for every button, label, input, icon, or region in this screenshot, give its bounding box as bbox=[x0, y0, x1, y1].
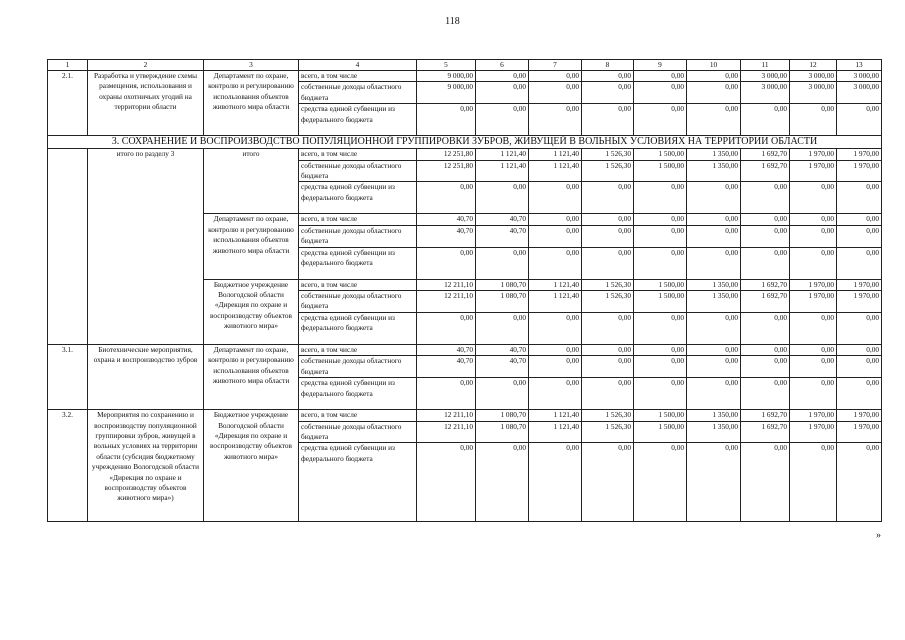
value-cell: 12 211,10 bbox=[417, 421, 476, 443]
funding-source: собственные доходы областного бюджета bbox=[299, 160, 417, 182]
value-cell: 1 121,40 bbox=[476, 160, 529, 182]
value-cell: 0,00 bbox=[582, 247, 634, 279]
table-row bbox=[48, 410, 882, 421]
value-cell: 1 526,30 bbox=[582, 421, 634, 443]
value-cell: 0,00 bbox=[529, 225, 582, 247]
value-cell: 0,00 bbox=[417, 378, 476, 410]
value-cell: 0,00 bbox=[790, 104, 837, 136]
value-cell: 12 211,10 bbox=[417, 291, 476, 313]
value-cell: 0,00 bbox=[634, 378, 687, 410]
funding-table bbox=[47, 59, 882, 522]
value-cell: 12 211,10 bbox=[417, 279, 476, 290]
value-cell: 1 970,00 bbox=[837, 291, 882, 313]
value-cell: 9 000,00 bbox=[417, 82, 476, 104]
value-cell: 1 121,40 bbox=[529, 291, 582, 313]
value-cell: 0,00 bbox=[582, 312, 634, 344]
value-cell: 0,00 bbox=[687, 225, 741, 247]
executor: Бюджетное учреждение Вологодской области «Дирекция по охране и воспроизводству объектов животного мира» bbox=[204, 410, 299, 522]
col-header-6: 6 bbox=[476, 60, 529, 71]
value-cell: 0,00 bbox=[687, 356, 741, 378]
executor: Департамент по охране, контролю и регулированию использования объектов животного мира области bbox=[204, 214, 299, 279]
value-cell: 1 121,40 bbox=[529, 279, 582, 290]
value-cell: 0,00 bbox=[417, 247, 476, 279]
value-cell: 0,00 bbox=[417, 312, 476, 344]
value-cell: 1 970,00 bbox=[790, 160, 837, 182]
value-cell: 0,00 bbox=[417, 104, 476, 136]
value-cell: 1 970,00 bbox=[790, 410, 837, 421]
value-cell: 0,00 bbox=[582, 443, 634, 522]
value-cell: 0,00 bbox=[417, 182, 476, 214]
value-cell: 0,00 bbox=[529, 182, 582, 214]
value-cell: 40,70 bbox=[476, 356, 529, 378]
funding-source: собственные доходы областного бюджета bbox=[299, 421, 417, 443]
executor: Департамент по охране, контролю и регулированию использования объектов животного мира области bbox=[204, 344, 299, 409]
funding-source: средства единой субвенции из федерального бюджета bbox=[299, 378, 417, 410]
value-cell: 0,00 bbox=[741, 225, 790, 247]
value-cell: 0,00 bbox=[417, 443, 476, 522]
value-cell: 1 121,40 bbox=[476, 149, 529, 160]
value-cell: 0,00 bbox=[790, 182, 837, 214]
value-cell: 0,00 bbox=[837, 247, 882, 279]
value-cell: 0,00 bbox=[634, 344, 687, 355]
value-cell: 40,70 bbox=[476, 214, 529, 225]
funding-source: всего, в том числе bbox=[299, 71, 417, 82]
value-cell: 0,00 bbox=[837, 104, 882, 136]
value-cell: 1 350,00 bbox=[687, 410, 741, 421]
value-cell: 1 121,40 bbox=[529, 410, 582, 421]
value-cell: 1 500,00 bbox=[634, 291, 687, 313]
value-cell: 0,00 bbox=[837, 378, 882, 410]
funding-source: всего, в том числе bbox=[299, 214, 417, 225]
value-cell: 0,00 bbox=[634, 443, 687, 522]
value-cell: 0,00 bbox=[634, 71, 687, 82]
value-cell: 0,00 bbox=[529, 356, 582, 378]
col-header-8: 8 bbox=[582, 60, 634, 71]
funding-source: средства единой субвенции из федерального бюджета bbox=[299, 443, 417, 522]
value-cell: 0,00 bbox=[741, 443, 790, 522]
value-cell: 1 970,00 bbox=[790, 421, 837, 443]
col-header-3: 3 bbox=[204, 60, 299, 71]
value-cell: 3 000,00 bbox=[790, 82, 837, 104]
table-row bbox=[48, 344, 882, 355]
value-cell: 0,00 bbox=[687, 312, 741, 344]
value-cell: 1 121,40 bbox=[529, 160, 582, 182]
value-cell: 0,00 bbox=[790, 344, 837, 355]
value-cell: 40,70 bbox=[417, 225, 476, 247]
value-cell: 1 970,00 bbox=[790, 291, 837, 313]
value-cell: 0,00 bbox=[837, 443, 882, 522]
value-cell: 1 500,00 bbox=[634, 149, 687, 160]
value-cell: 1 350,00 bbox=[687, 291, 741, 313]
value-cell: 1 692,70 bbox=[741, 410, 790, 421]
value-cell: 0,00 bbox=[687, 71, 741, 82]
value-cell: 12 251,80 bbox=[417, 160, 476, 182]
value-cell: 0,00 bbox=[741, 247, 790, 279]
value-cell: 0,00 bbox=[741, 182, 790, 214]
value-cell: 1 121,40 bbox=[529, 149, 582, 160]
value-cell: 0,00 bbox=[687, 443, 741, 522]
value-cell: 1 350,00 bbox=[687, 149, 741, 160]
col-header-13: 13 bbox=[837, 60, 882, 71]
row-number: 3.1. bbox=[48, 344, 88, 409]
value-cell: 1 350,00 bbox=[687, 279, 741, 290]
value-cell: 1 500,00 bbox=[634, 279, 687, 290]
value-cell: 0,00 bbox=[634, 182, 687, 214]
value-cell: 1 526,30 bbox=[582, 149, 634, 160]
col-header-10: 10 bbox=[687, 60, 741, 71]
value-cell: 0,00 bbox=[476, 104, 529, 136]
value-cell: 0,00 bbox=[582, 356, 634, 378]
value-cell: 0,00 bbox=[687, 378, 741, 410]
value-cell: 1 500,00 bbox=[634, 421, 687, 443]
value-cell: 1 526,30 bbox=[582, 279, 634, 290]
measure-name: Биотехнические мероприятия, охрана и воспроизводство зубров bbox=[88, 344, 204, 409]
value-cell: 0,00 bbox=[476, 443, 529, 522]
executor: Департамент по охране, контролю и регулированию использования объектов животного мира области bbox=[204, 71, 299, 136]
value-cell: 1 080,70 bbox=[476, 279, 529, 290]
funding-source: всего, в том числе bbox=[299, 410, 417, 421]
col-header-12: 12 bbox=[790, 60, 837, 71]
value-cell: 0,00 bbox=[634, 225, 687, 247]
value-cell: 0,00 bbox=[837, 225, 882, 247]
measure-name: Мероприятия по сохранению и воспроизводству популяционной группировки зубров, живущей в вольных условиях на территории области (субсидия бюджетному учреждению Вологодской области «Дирекция по охране и воспроизводству объектов животного мира») bbox=[88, 410, 204, 522]
row-number: 3.2. bbox=[48, 410, 88, 522]
value-cell: 0,00 bbox=[476, 82, 529, 104]
funding-source: всего, в том числе bbox=[299, 279, 417, 290]
value-cell: 0,00 bbox=[529, 378, 582, 410]
value-cell: 0,00 bbox=[687, 214, 741, 225]
value-cell: 1 970,00 bbox=[837, 410, 882, 421]
col-header-11: 11 bbox=[741, 60, 790, 71]
value-cell: 0,00 bbox=[582, 104, 634, 136]
col-header-9: 9 bbox=[634, 60, 687, 71]
value-cell: 1 692,70 bbox=[741, 421, 790, 443]
value-cell: 0,00 bbox=[790, 214, 837, 225]
row-number: 2.1. bbox=[48, 71, 88, 136]
funding-source: средства единой субвенции из федерального бюджета bbox=[299, 312, 417, 344]
value-cell: 1 970,00 bbox=[837, 279, 882, 290]
value-cell: 1 970,00 bbox=[837, 160, 882, 182]
section-row bbox=[48, 136, 882, 149]
measure-name: Разработка и утверждение схемы размещения, использования и охраны охотничьих угодий на территории области bbox=[88, 71, 204, 136]
funding-source: всего, в том числе bbox=[299, 149, 417, 160]
value-cell: 0,00 bbox=[582, 182, 634, 214]
funding-source: всего, в том числе bbox=[299, 344, 417, 355]
value-cell: 0,00 bbox=[634, 356, 687, 378]
value-cell: 0,00 bbox=[529, 71, 582, 82]
value-cell: 1 526,30 bbox=[582, 410, 634, 421]
continuation-mark: » bbox=[876, 530, 881, 541]
col-header-2: 2 bbox=[88, 60, 204, 71]
value-cell: 0,00 bbox=[687, 247, 741, 279]
value-cell: 0,00 bbox=[582, 71, 634, 82]
value-cell: 0,00 bbox=[790, 378, 837, 410]
value-cell: 0,00 bbox=[790, 247, 837, 279]
value-cell: 1 970,00 bbox=[837, 149, 882, 160]
table-body bbox=[48, 60, 882, 522]
value-cell: 40,70 bbox=[417, 214, 476, 225]
funding-source: средства единой субвенции из федерального бюджета bbox=[299, 247, 417, 279]
value-cell: 0,00 bbox=[634, 312, 687, 344]
header-row bbox=[48, 60, 882, 71]
value-cell: 1 500,00 bbox=[634, 410, 687, 421]
value-cell: 0,00 bbox=[687, 104, 741, 136]
value-cell: 0,00 bbox=[741, 378, 790, 410]
col-header-1: 1 bbox=[48, 60, 88, 71]
value-cell: 0,00 bbox=[837, 182, 882, 214]
funding-source: средства единой субвенции из федерального бюджета bbox=[299, 104, 417, 136]
value-cell: 3 000,00 bbox=[741, 82, 790, 104]
col-header-4: 4 bbox=[299, 60, 417, 71]
executor: итого bbox=[204, 149, 299, 214]
value-cell: 0,00 bbox=[582, 225, 634, 247]
value-cell: 0,00 bbox=[634, 247, 687, 279]
value-cell: 1 526,30 bbox=[582, 291, 634, 313]
value-cell: 12 251,80 bbox=[417, 149, 476, 160]
value-cell: 3 000,00 bbox=[741, 71, 790, 82]
value-cell: 1 970,00 bbox=[790, 149, 837, 160]
value-cell: 1 692,70 bbox=[741, 160, 790, 182]
value-cell: 0,00 bbox=[837, 344, 882, 355]
table-row bbox=[48, 149, 882, 160]
value-cell: 0,00 bbox=[837, 356, 882, 378]
value-cell: 1 080,70 bbox=[476, 291, 529, 313]
value-cell: 1 080,70 bbox=[476, 421, 529, 443]
value-cell: 9 000,00 bbox=[417, 71, 476, 82]
funding-source: средства единой субвенции из федерального бюджета bbox=[299, 182, 417, 214]
funding-source: собственные доходы областного бюджета bbox=[299, 225, 417, 247]
value-cell: 0,00 bbox=[634, 214, 687, 225]
value-cell: 0,00 bbox=[529, 82, 582, 104]
value-cell: 0,00 bbox=[687, 344, 741, 355]
page-number: 118 bbox=[445, 16, 460, 27]
value-cell: 0,00 bbox=[741, 344, 790, 355]
funding-source: собственные доходы областного бюджета bbox=[299, 82, 417, 104]
value-cell: 0,00 bbox=[582, 344, 634, 355]
value-cell: 1 692,70 bbox=[741, 149, 790, 160]
value-cell: 0,00 bbox=[634, 104, 687, 136]
value-cell: 1 970,00 bbox=[790, 279, 837, 290]
value-cell: 40,70 bbox=[476, 344, 529, 355]
value-cell: 0,00 bbox=[582, 82, 634, 104]
value-cell: 40,70 bbox=[476, 225, 529, 247]
value-cell: 0,00 bbox=[476, 247, 529, 279]
value-cell: 1 970,00 bbox=[837, 421, 882, 443]
value-cell: 40,70 bbox=[417, 356, 476, 378]
col-header-7: 7 bbox=[529, 60, 582, 71]
value-cell: 0,00 bbox=[476, 182, 529, 214]
section-total-name: итого по разделу 3 bbox=[88, 149, 204, 345]
row-number bbox=[48, 149, 88, 345]
value-cell: 12 211,10 bbox=[417, 410, 476, 421]
value-cell: 0,00 bbox=[790, 225, 837, 247]
value-cell: 0,00 bbox=[634, 82, 687, 104]
value-cell: 0,00 bbox=[476, 378, 529, 410]
value-cell: 1 692,70 bbox=[741, 279, 790, 290]
value-cell: 0,00 bbox=[529, 312, 582, 344]
value-cell: 0,00 bbox=[476, 312, 529, 344]
value-cell: 40,70 bbox=[417, 344, 476, 355]
value-cell: 0,00 bbox=[741, 214, 790, 225]
executor: Бюджетное учреждение Вологодской области «Дирекция по охране и воспроизводству объектов животного мира» bbox=[204, 279, 299, 344]
value-cell: 1 350,00 bbox=[687, 421, 741, 443]
value-cell: 0,00 bbox=[582, 214, 634, 225]
value-cell: 1 692,70 bbox=[741, 291, 790, 313]
value-cell: 1 526,30 bbox=[582, 160, 634, 182]
section-title: 3. СОХРАНЕНИЕ И ВОСПРОИЗВОДСТВО ПОПУЛЯЦИОННОЙ ГРУППИРОВКИ ЗУБРОВ, ЖИВУЩЕЙ В ВОЛЬНЫХ УСЛОВИЯХ НА ТЕРРИТОРИИ ОБЛАСТИ bbox=[48, 136, 882, 149]
value-cell: 0,00 bbox=[529, 104, 582, 136]
value-cell: 0,00 bbox=[741, 104, 790, 136]
value-cell: 0,00 bbox=[790, 356, 837, 378]
value-cell: 0,00 bbox=[687, 182, 741, 214]
col-header-5: 5 bbox=[417, 60, 476, 71]
value-cell: 1 500,00 bbox=[634, 160, 687, 182]
table-row bbox=[48, 71, 882, 82]
value-cell: 0,00 bbox=[529, 247, 582, 279]
value-cell: 0,00 bbox=[476, 71, 529, 82]
value-cell: 0,00 bbox=[741, 312, 790, 344]
value-cell: 0,00 bbox=[687, 82, 741, 104]
value-cell: 0,00 bbox=[837, 312, 882, 344]
value-cell: 3 000,00 bbox=[790, 71, 837, 82]
value-cell: 0,00 bbox=[790, 312, 837, 344]
value-cell: 0,00 bbox=[582, 378, 634, 410]
value-cell: 1 080,70 bbox=[476, 410, 529, 421]
value-cell: 0,00 bbox=[529, 214, 582, 225]
value-cell: 3 000,00 bbox=[837, 82, 882, 104]
funding-source: собственные доходы областного бюджета bbox=[299, 356, 417, 378]
value-cell: 0,00 bbox=[837, 214, 882, 225]
value-cell: 0,00 bbox=[529, 344, 582, 355]
value-cell: 0,00 bbox=[790, 443, 837, 522]
value-cell: 3 000,00 bbox=[837, 71, 882, 82]
value-cell: 1 121,40 bbox=[529, 421, 582, 443]
value-cell: 1 350,00 bbox=[687, 160, 741, 182]
value-cell: 0,00 bbox=[529, 443, 582, 522]
funding-source: собственные доходы областного бюджета bbox=[299, 291, 417, 313]
value-cell: 0,00 bbox=[741, 356, 790, 378]
